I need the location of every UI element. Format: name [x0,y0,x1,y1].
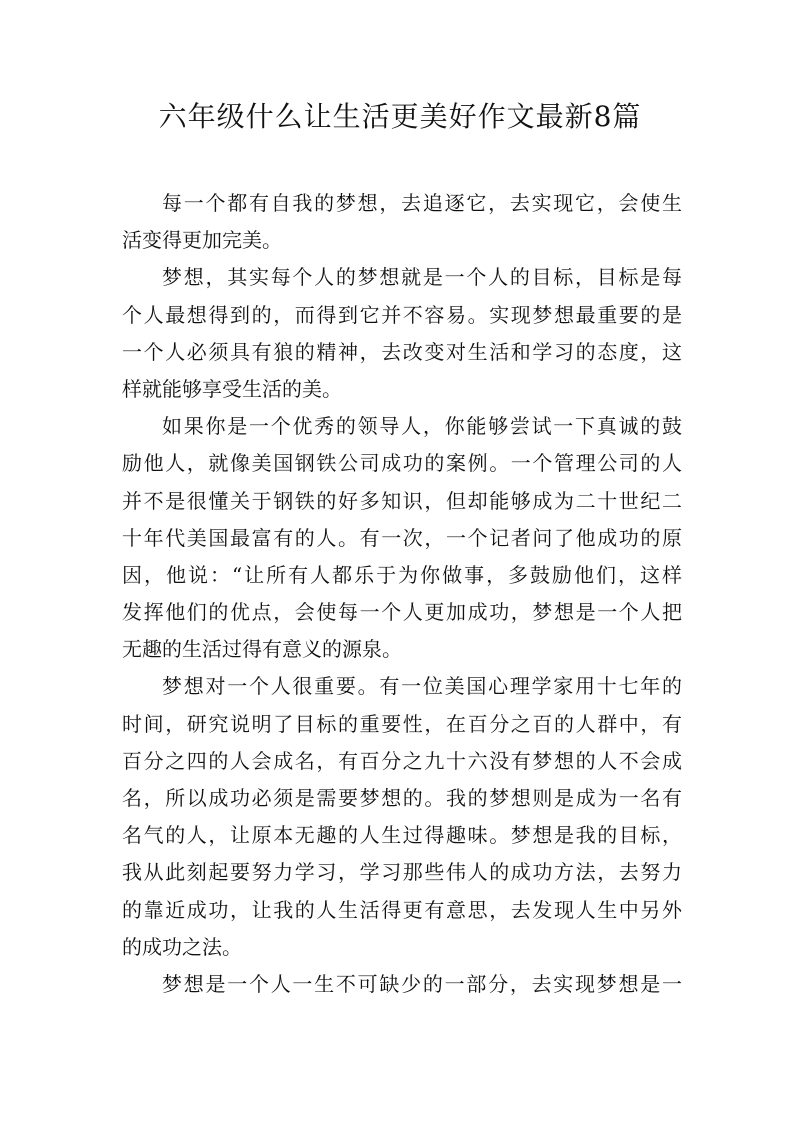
text-line: 样就能够享受生活的美。 [122,376,342,401]
text-line: 活变得更加完美。 [122,228,282,253]
text-line: 名气的人，让原本无趣的人生过得趣味。梦想是我的目标， [122,823,682,848]
text-line: 梦想是一个人一生不可缺少的一部分，去实现梦想是一 [162,971,682,996]
document-body [122,185,682,1003]
text-line: 名，所以成功必须是需要梦想的。我的梦想则是成为一名有 [122,786,682,810]
text-line: 我从此刻起要努力学习，学习那些伟人的成功方法，去努力 [122,860,682,885]
text-line: 时间，研究说明了目标的重要性，在百分之百的人群中，有 [122,711,682,736]
text-line: 因，他说：“让所有人都乐于为你做事，多鼓励他们，这样 [122,562,682,587]
text-line: 的成功之法。 [122,934,242,959]
text-line: 如果你是一个优秀的领导人，你能够尝试一下真诚的鼓 [162,414,682,439]
text-line: 梦想，其实每个人的梦想就是一个人的目标，目标是每 [162,265,682,290]
text-line: 无趣的生活过得有意义的源泉。 [122,637,402,662]
text-line: 励他人，就像美国钢铁公司成功的案例。一个管理公司的人 [122,451,682,476]
text-line: 的靠近成功，让我的人生活得更有意思，去发现人生中另外 [122,897,682,922]
text-line: 每一个都有自我的梦想，去追逐它，去实现它，会使生 [162,191,682,215]
text-line: 个人最想得到的，而得到它并不容易。实现梦想最重要的是 [122,302,682,327]
text-line: 一个人必须具有狼的精神，去改变对生活和学习的态度，这 [122,339,682,364]
text-line: 并不是很懂关于钢铁的好多知识，但却能够成为二十世纪二 [122,488,682,513]
text-line: 发挥他们的优点，会使每一个人更加成功，梦想是一个人把 [122,600,682,625]
text-line: 百分之四的人会成名，有百分之九十六没有梦想的人不会成 [122,748,682,773]
text-line: 梦想对一个人很重要。有一位美国心理学家用十七年的 [162,674,682,699]
document-title: 六年级什么让生活更美好作文最新8篇 [158,100,642,133]
text-line: 十年代美国最富有的人。有一次，一个记者问了他成功的原 [122,525,682,550]
